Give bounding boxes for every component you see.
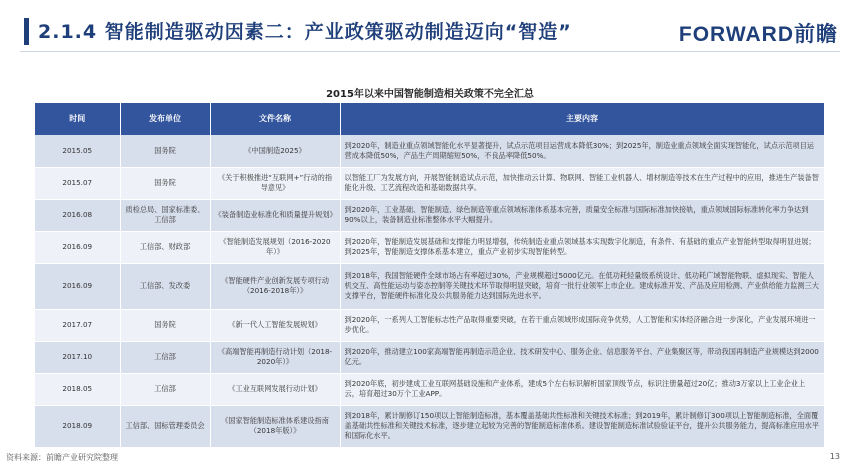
cell-doc: 《新一代人工智能发展规划》 — [210, 309, 340, 341]
cell-doc: 《智能制造发展规划（2016-2020年）》 — [210, 231, 340, 263]
cell-time: 2018.05 — [35, 373, 120, 405]
cell-content: 到2020年，制造业重点领域智能化水平显著提升，试点示范项目运营成本降低30%；到2025年，制造业重点领域全面实现智能化，试点示范项目运营成本降低50%，产品生产周期缩短50%，不良品率降低50%。 — [340, 135, 824, 167]
cell-time: 2015.05 — [35, 135, 120, 167]
cell-content: 到2020年，工业基础、智能制造、绿色制造等重点领域标准体系基本完善，质量安全标准与国际标准加快接轨，重点领域国际标准转化率力争达到90%以上，装备制造业标准整体水平大幅提升。 — [340, 199, 824, 231]
table-title: 2015年以来中国智能制造相关政策不完全汇总 — [326, 89, 534, 100]
cell-content: 到2020年，一系列人工智能标志性产品取得重要突破，在若干重点领域形成国际竞争优势，人工智能和实体经济融合进一步深化，产业发展环境进一步优化。 — [340, 309, 824, 341]
table-row — [35, 309, 824, 341]
column-header-doc: 文件名称 — [210, 103, 340, 135]
cell-content: 到2020年，推动建立100家高端智能再制造示范企业、技术研发中心、服务企业、信息服务平台、产业集聚区等，带动我国再制造产业规模达到2000亿元。 — [340, 341, 824, 373]
cell-doc: 《关于积极推进“互联网+”行动的指导意见》 — [210, 167, 340, 199]
column-header-org: 发布单位 — [120, 103, 210, 135]
cell-doc: 《中国制造2025》 — [210, 135, 340, 167]
table-row — [35, 263, 824, 309]
page-number: 13 — [829, 452, 840, 461]
cell-org: 工信部 — [120, 341, 210, 373]
cell-time: 2016.09 — [35, 263, 120, 309]
table-row — [35, 341, 824, 373]
title-accent-bar — [24, 18, 29, 45]
cell-doc: 《装备制造业标准化和质量提升规划》 — [210, 199, 340, 231]
cell-content: 到2020年底，初步建成工业互联网基础设施和产业体系，建成5个左右标识解析国家顶级节点，标识注册量超过20亿；推动3万家以上工业企业上云，培育超过30万个工业APP。 — [340, 373, 824, 405]
cell-org: 工信部、财政部 — [120, 231, 210, 263]
cell-doc: 《国家智能制造标准体系建设指南（2018年版）》 — [210, 405, 340, 447]
table-row — [35, 231, 824, 263]
cell-content: 到2020年，智能制造发展基础和支撑能力明显增强，传统制造业重点领域基本实现数字化制造，有条件、有基础的重点产业智能转型取得明显进展；到2025年，智能制造支撑体系基本建立，重点产业初步实现智能转型。 — [340, 231, 824, 263]
table-header-row — [35, 103, 824, 135]
table-row — [35, 167, 824, 199]
cell-time: 2018.09 — [35, 405, 120, 447]
cell-doc: 《智能硬件产业创新发展专项行动（2016-2018年）》 — [210, 263, 340, 309]
header-divider — [20, 51, 840, 52]
cell-org: 工信部、发改委 — [120, 263, 210, 309]
cell-org: 工信部 — [120, 373, 210, 405]
table-row — [35, 135, 824, 167]
cell-content: 到2018年，我国智能硬件全球市场占有率超过30%，产业规模超过5000亿元。在低功耗轻量级系统设计、低功耗广域智能物联、虚拟现实、智能人机交互、高性能运动与姿态控制等关键技术环节取得明显突破，培育一批行业领军上市企业。建成标准开发、产品及应用检测、产业供给能力监测三大支撑平台，智能硬件标准化及公共服务能力达到国际先进水平。 — [340, 263, 824, 309]
cell-time: 2016.08 — [35, 199, 120, 231]
cell-org: 工信部、国标管理委员会 — [120, 405, 210, 447]
column-header-time: 时间 — [35, 103, 120, 135]
column-header-content: 主要内容 — [340, 103, 824, 135]
forward-logo: FORWARD前瞻 — [678, 23, 838, 46]
source-note: 资料来源：前瞻产业研究院整理 — [6, 453, 118, 462]
cell-time: 2016.09 — [35, 231, 120, 263]
cell-time: 2015.07 — [35, 167, 120, 199]
table-row — [35, 405, 824, 447]
cell-time: 2017.07 — [35, 309, 120, 341]
cell-doc: 《高端智能再制造行动计划（2018-2020年）》 — [210, 341, 340, 373]
cell-content: 以智能工厂为发展方向，开展智能制造试点示范，加快推动云计算、物联网、智能工业机器人、增材制造等技术在生产过程中的应用，推进生产装备智能化升级、工艺流程改造和基础数据共享。 — [340, 167, 824, 199]
cell-org: 国务院 — [120, 309, 210, 341]
cell-content: 到2018年，累计制修订150项以上智能制造标准，基本覆盖基础共性标准和关键技术标准；到2019年，累计制修订300项以上智能制造标准，全面覆盖基础共性标准和关键技术标准，逐步建立起较为完善的智能制造标准体系。建设智能制造标准试验验证平台，提升公共服务能力，提高标准应用水平和国际化水平。 — [340, 405, 824, 447]
cell-time: 2017.10 — [35, 341, 120, 373]
cell-org: 国务院 — [120, 167, 210, 199]
cell-org: 国务院 — [120, 135, 210, 167]
cell-doc: 《工业互联网发展行动计划》 — [210, 373, 340, 405]
page-title: 2.1.4 智能制造驱动因素二：产业政策驱动制造迈向“智造” — [38, 21, 572, 43]
table-row — [35, 199, 824, 231]
policy-table — [35, 103, 825, 448]
cell-org: 质检总局、国家标准委、工信部 — [120, 199, 210, 231]
table-row — [35, 373, 824, 405]
